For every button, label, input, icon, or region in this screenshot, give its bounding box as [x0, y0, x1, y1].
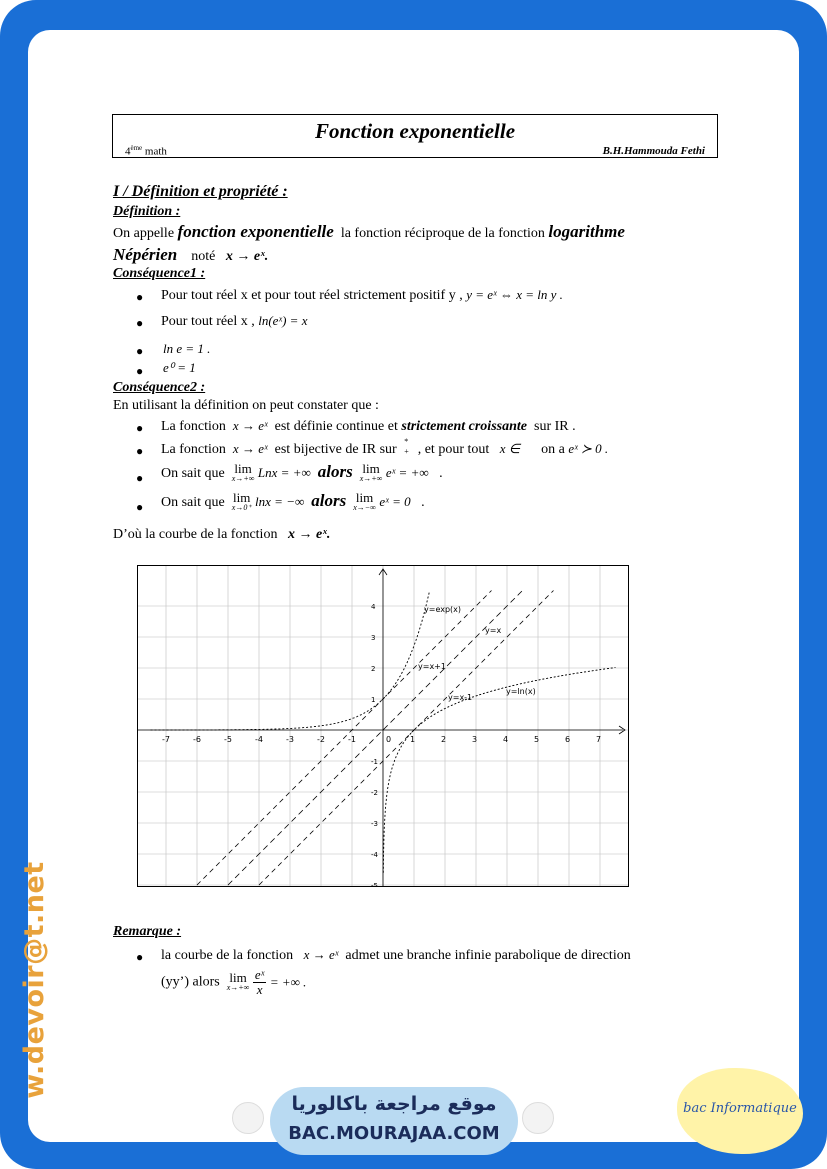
cons2-item-3-expr1: Lnx = +∞ — [257, 465, 311, 480]
curve-intro — [113, 527, 330, 543]
remarque-text-2: admet une branche infinie parabolique de direction — [345, 948, 631, 963]
bullet: ● — [136, 344, 144, 358]
x-tick-label: 1 — [410, 735, 416, 744]
definition-label: Définition : — [113, 204, 181, 219]
remarque-label: Remarque : — [113, 924, 182, 939]
x-tick-label: 6 — [565, 735, 571, 744]
x-tick-label: -4 — [255, 735, 263, 744]
cons1-item-2-math: ln(eˣ) = x — [258, 313, 308, 328]
banner-logo-left-icon — [232, 1102, 264, 1134]
remarque-map: x → eˣ — [303, 947, 339, 962]
def-note: noté — [191, 249, 216, 264]
cons2-item-1-map: x → eˣ — [232, 418, 268, 433]
cons1-item-1-math: y = eˣ ⇔ x = ln y . — [466, 287, 563, 302]
label-y-x-minus-1: y=x-1 — [448, 693, 473, 702]
y-tick-label: -5 — [371, 882, 378, 887]
remarque-line-2 — [161, 968, 306, 997]
lim-subscript: x→+∞ — [231, 473, 255, 483]
label-y-x-plus-1: y=x+1 — [418, 662, 446, 671]
x-tick-label: -2 — [317, 735, 325, 744]
label-ln: y=ln(x) — [506, 687, 536, 696]
cons2-item-4-a: On sait que — [161, 495, 225, 510]
bullet: ● — [136, 444, 144, 458]
lim-word: lim — [234, 460, 252, 476]
y-tick-label: 2 — [371, 665, 376, 673]
cons2-item-2-c: , et pour tout — [417, 442, 490, 457]
cons2-item-4-expr1: lnx = −∞ — [255, 494, 305, 509]
x-tick-label: 5 — [534, 735, 540, 744]
x-tick-label: -7 — [162, 735, 170, 744]
watermark: w.devoir@t.net — [19, 861, 50, 1099]
banner-logo-right-icon — [522, 1102, 554, 1134]
def-text-2: la fonction réciproque de la fonction — [340, 226, 545, 241]
cons2-item-1-c: sur IR . — [534, 419, 576, 434]
cons2-item-1-bold: strictement croissante — [401, 419, 527, 434]
x-tick-label: 2 — [441, 735, 447, 744]
remarque-text-3: (yy’) alors — [161, 974, 220, 990]
cons2-item-2-map: x → eˣ — [232, 441, 268, 456]
level-suffix: ème — [130, 144, 143, 152]
cons2-item-2-e: on a — [541, 442, 565, 457]
author: B.H.Hammouda Fethi — [602, 145, 705, 157]
y-tick-label: -1 — [371, 758, 378, 766]
remarque-line-1 — [161, 947, 631, 964]
definition-line-1 — [113, 222, 625, 242]
cons1-item-1 — [161, 287, 563, 304]
cons2-item-3 — [161, 462, 443, 484]
cons2-item-4 — [161, 491, 425, 513]
x-tick-label: -5 — [224, 735, 232, 744]
definition-line-2 — [113, 245, 268, 265]
x-tick-label: 0 — [386, 735, 392, 744]
remarque-text-1: la courbe de la fonction — [161, 948, 294, 963]
y-tick-label: -4 — [371, 851, 378, 859]
x-tick-label: 4 — [503, 735, 509, 744]
x-tick-label: -6 — [193, 735, 201, 744]
consequence1-label: Conséquence1 : — [113, 266, 206, 281]
def-term: fonction exponentielle — [177, 222, 334, 241]
banner-arabic-text: موقع مراجعة باكالوريا — [291, 1093, 497, 1115]
y-tick-label: 4 — [371, 603, 376, 611]
bullet: ● — [136, 364, 144, 378]
bullet: ● — [136, 316, 144, 330]
x-tick-label: -3 — [286, 735, 294, 744]
section-heading: I / Définition et propriété : — [113, 183, 288, 200]
cons2-item-4-end: . — [421, 495, 425, 510]
lim-subscript: x→+∞ — [226, 982, 250, 992]
cons2-item-2-b: est bijective de IR sur — [274, 442, 397, 457]
y-tick-label: 3 — [371, 634, 376, 642]
cons1-item-3: ln e = 1 . — [163, 341, 211, 356]
def-map: x → eˣ. — [225, 249, 269, 264]
limit-expression — [231, 489, 252, 513]
cons1-item-4: e⁰ = 1 — [163, 360, 196, 375]
lim-subscript: x→−∞ — [353, 502, 376, 512]
cons2-plus: + — [404, 446, 409, 456]
lim-subscript: x→0⁺ — [231, 502, 252, 512]
class-level — [125, 144, 167, 158]
cons2-item-3-end: . — [439, 466, 443, 481]
cons2-star-plus — [400, 436, 414, 458]
cons2-item-4-expr2: eˣ = 0 — [379, 494, 411, 509]
limit-expression — [231, 460, 255, 484]
curve-intro-text: D’où la courbe de la fonction — [113, 527, 278, 542]
y-tick-label: 1 — [371, 696, 376, 704]
limit-expression — [353, 489, 376, 513]
bullet: ● — [136, 421, 144, 435]
lim-subscript: x→+∞ — [359, 473, 383, 483]
badge-text: bac Informatique — [683, 1101, 797, 1116]
cons2-item-1-b: est définie continue et — [274, 419, 398, 434]
label-y-x: y=x — [485, 626, 502, 635]
x-tick-label: 7 — [596, 735, 602, 744]
page-title: Fonction exponentielle — [314, 119, 516, 143]
cons1-item-2 — [161, 313, 307, 330]
bac-informatique-badge — [677, 1068, 803, 1154]
bullet: ● — [136, 500, 144, 514]
level-text: math — [144, 145, 167, 158]
lim-word: lim — [232, 489, 251, 505]
banner-site-link[interactable]: BAC.MOURAJAA.COM — [288, 1123, 500, 1144]
fraction — [253, 968, 266, 997]
title-box — [112, 114, 718, 158]
limit-expression — [226, 969, 250, 993]
x-tick-label: 3 — [472, 735, 478, 744]
cons1-item-2-text: Pour tout réel x , — [161, 314, 255, 329]
level-number: 4 — [125, 145, 131, 158]
lim-word: lim — [229, 969, 247, 985]
footer-banner[interactable] — [270, 1087, 518, 1155]
cons2-item-2-d: x ∈ — [499, 441, 521, 456]
cons2-item-3-a: On sait que — [161, 466, 225, 481]
cons2-item-2-f: eˣ ≻ 0 . — [568, 441, 609, 456]
exp-graph — [137, 565, 629, 887]
cons2-intro: En utilisant la définition on peut constater que : — [113, 398, 379, 413]
lim-word: lim — [355, 489, 374, 505]
curve-intro-map: x → eˣ. — [287, 527, 331, 542]
cons2-item-1 — [161, 418, 576, 435]
x-tick-label: -1 — [348, 735, 356, 744]
remarque-end: = +∞ . — [269, 974, 307, 990]
def-text-1: On appelle — [113, 226, 175, 241]
bullet: ● — [136, 290, 144, 304]
cons2-item-1-a: La fonction — [161, 419, 226, 434]
bullet: ● — [136, 950, 144, 964]
y-tick-label: -2 — [371, 789, 378, 797]
y-tick-label: -3 — [371, 820, 378, 828]
cons2-star: * — [404, 436, 409, 446]
cons1-item-1-text: Pour tout réel x et pour tout réel strictement positif y , — [161, 288, 463, 303]
alors-1: alors — [317, 462, 353, 481]
def-term-3: Népérien — [113, 245, 178, 264]
cons2-item-3-expr2: eˣ = +∞ — [385, 465, 429, 480]
fraction-numerator: eˣ — [254, 967, 265, 982]
label-exp: y=exp(x) — [424, 605, 462, 614]
lim-word: lim — [362, 460, 380, 476]
bullet: ● — [136, 471, 144, 485]
cons2-item-2 — [161, 436, 609, 458]
alors-2: alors — [311, 491, 347, 510]
limit-expression — [359, 460, 383, 484]
def-term-2: logarithme — [548, 222, 625, 241]
consequence2-label: Conséquence2 : — [113, 380, 206, 395]
cons2-item-2-a: La fonction — [161, 442, 226, 457]
fraction-denominator: x — [256, 982, 263, 997]
